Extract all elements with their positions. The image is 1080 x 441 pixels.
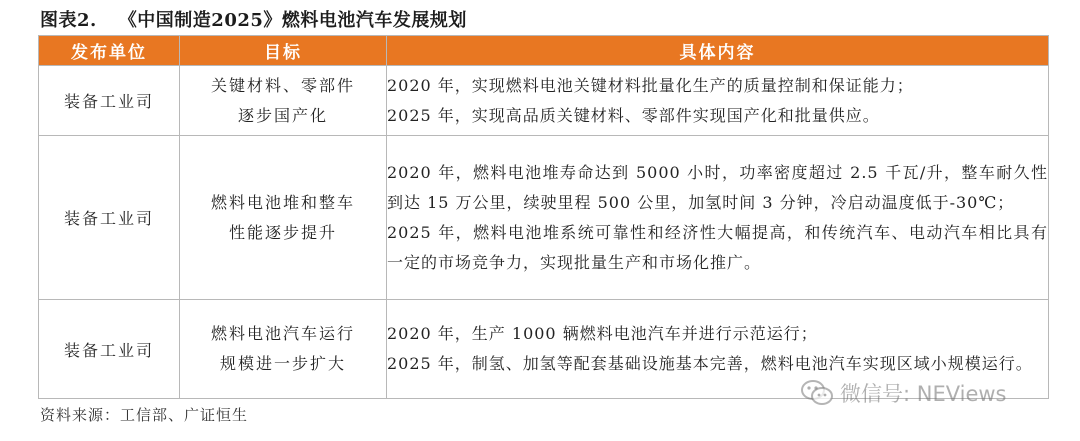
figure-title	[40, 6, 467, 32]
goal-cell	[180, 66, 387, 136]
detail-line: 2025 年，制氢、加氢等配套基础设施基本完善，燃料电池汽车实现区域小规模运行。	[387, 354, 1033, 373]
figure-number: 图表2.	[40, 10, 97, 31]
source-note: 资料来源：工信部、广证恒生	[40, 406, 249, 424]
unit-cell: 装备工业司	[39, 136, 180, 300]
goal-line: 规模进一步扩大	[219, 354, 346, 373]
wechat-icon	[800, 379, 834, 407]
detail-cell	[387, 66, 1049, 136]
table-row	[39, 136, 1049, 300]
detail-line: 2025 年，燃料电池堆系统可靠性和经济性大幅提高，和传统汽车、电动汽车相比具有一定的市场竞争力，实现批量生产和市场化推广。	[387, 222, 1048, 272]
unit-cell: 装备工业司	[39, 66, 180, 136]
table-header-row	[39, 36, 1049, 66]
detail-line: 2020 年，生产 1000 辆燃料电池汽车并进行示范运行；	[387, 324, 818, 343]
goal-cell	[180, 136, 387, 300]
goal-line: 关键材料、零部件	[210, 75, 355, 95]
goal-line: 性能逐步提升	[228, 222, 337, 242]
goal-line: 逐步国产化	[237, 105, 328, 125]
watermark-text: 微信号: NEViews	[840, 382, 1007, 406]
goal-cell	[180, 300, 387, 399]
detail-cell	[387, 136, 1049, 300]
header-unit: 发布单位	[39, 36, 180, 66]
detail-line: 2025 年，实现高品质关键材料、零部件实现国产化和批量供应。	[387, 105, 880, 125]
figure-caption: 《中国制造2025》燃料电池汽车发展规划	[118, 10, 467, 31]
watermark	[800, 378, 1007, 408]
table-row	[39, 66, 1049, 136]
goal-line: 燃料电池堆和整车	[210, 192, 355, 212]
plan-table	[38, 35, 1049, 399]
detail-line: 2020 年，实现燃料电池关键材料批量化生产的质量控制和保证能力；	[387, 75, 914, 95]
goal-line: 燃料电池汽车运行	[210, 324, 355, 343]
detail-line: 2020 年，燃料电池堆寿命达到 5000 小时，功率密度超过 2.5 千瓦/升，整车耐久性到达 15 万公里，续驶里程 500 公里，加氢时间 3 分钟，冷启动温度低于-30℃；	[387, 162, 1048, 212]
header-goal: 目标	[180, 36, 387, 66]
header-detail: 具体内容	[387, 36, 1049, 66]
unit-cell: 装备工业司	[39, 300, 180, 399]
